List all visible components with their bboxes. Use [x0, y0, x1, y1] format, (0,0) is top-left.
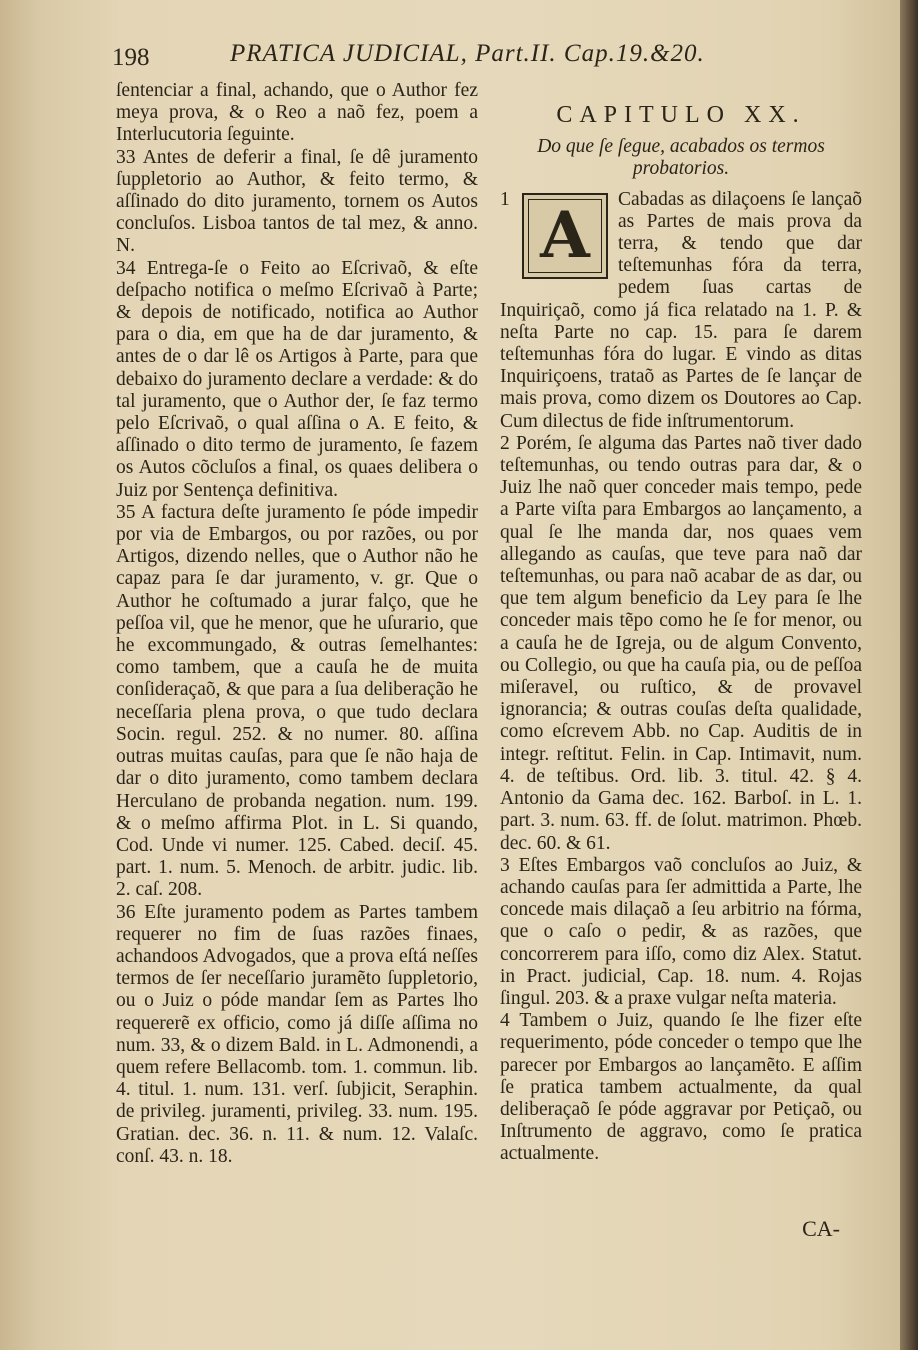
running-title: PRATICA JUDICIAL, Part.II. Cap.19.&20. — [230, 40, 705, 67]
right-paragraph: 2 Porém, ſe alguma das Partes naõ tiver dado teſtemunhas, ou tendo outras para dar, & o Juiz lhe naõ quer conceder mais tempo, pede a Parte viſta para Embargos ao lançamento, a qual ſe lhe manda dar, nos quaes vem allegando as cauſas, que teve para naõ dar teſtemunhas, ou para naõ acabar de as dar, ou que tem algum beneficio da Ley para ſe lhe conceder mais tẽpo como he ſe for menor, ou a cauſa he de Igreja, ou de algum Convento, ou Collegio, ou que ha cauſa pia, ou de peſſoa miſeravel, ou ruſtico, & de provavel ignorancia; & outras couſas deſta qualidade, como eſcrevem Abb. no Cap. Auditis de in integr. reſtitut. Felin. in Cap. Intimavit, num. 4. de teſtibus. Ord. lib. 3. titul. 42. § 4. Antonio da Gama dec. 162. Barboſ. in L. 1. part. 3. num. 63. ff. de ſolut. matrimon. Phœb. dec. 60. & 61. — [500, 432, 862, 854]
chapter-subtitle: Do que ſe ſegue, acabados os termos probatorios. — [537, 136, 825, 180]
chapter-title: CAPITULO XX. — [556, 102, 806, 128]
left-paragraph: 34 Entrega-ſe o Feito ao Eſcrivaõ, & eſte deſpacho notifica o meſmo Eſcrivaõ à Parte; & depois de notificado, notifica ao Author para o dia, em que ha de dar juramento, & antes de o dar lê os Artigos à Parte, para que debaixo do juramento declare a verdade: & do tal juramento, que o Author der, ſe faz termo pelo Eſcrivaõ, o qual aſſina o A. E feito, & aſſinado o dito termo de juramento, ſe fazem os Autos cõcluſos a final, os quaes delibera o Juiz por Sentença definitiva. — [116, 257, 478, 501]
left-paragraph: 36 Eſte juramento podem as Partes tambem requerer no fim de ſuas razões finaes, achandoos Advogados, que a prova eſtá neſſes termos de ſer neceſſario juramẽto ſuppletorio, ou o Juiz o póde mandar ſem as Partes lho requererẽ ex officio, como já diſſe aſſima no num. 33, & o dizem Bald. in L. Admonendi, a quem refere Bellacomb. tom. 1. commun. lib. 4. titul. 1. num. 131. verſ. ſubjicit, Seraphin. de privileg. juramenti, privileg. 33. num. 195. Gratian. dec. 36. n. 11. & num. 12. Valaſc. conſ. 43. n. 18. — [116, 901, 478, 1167]
drop-cap-initial: A — [522, 193, 608, 279]
left-paragraph: ſentenciar a final, achando, que o Author fez meya prova, & o Reo a naõ fez, poem a Interlucutoria ſeguinte. — [116, 80, 478, 146]
page-number: 198 — [112, 44, 150, 71]
right-paragraph: 3 Eſtes Embargos vaõ concluſos ao Juiz, & achando cauſas para ſer admittida a Parte, lhe concede mais dilaçaõ a ſeu arbitrio na fórma, que o caſo o pedir, & as razões, que concorrerem para iſſo, como diz Alex. Statut. in Pract. judicial, Cap. 18. num. 4. Rojas ſingul. 203. & a praxe vulgar neſta materia. — [500, 854, 862, 1009]
page-header — [112, 40, 772, 80]
right-paragraph: Cabadas as dilaçoens ſe lançaõ as Partes de mais prova da terra, & tendo que dar teſtemunhas fóra da terra, pedem ſuas cartas de Inquiriçaõ, como já fica relatado na 1. P. & neſta Parte no cap. 15. para ſe darem teſtemunhas fóra do lugar. E vindo as ditas Inquiriçoens, trataõ as Partes de ſe lançar de mais prova, como dizem os Doutores ao Cap. Cum dilectus de fide inſtrumentorum. — [500, 188, 862, 432]
left-paragraph: 33 Antes de deferir a final, ſe dê juramento ſuppletorio ao Author, & feito termo, & aſſinado do dito juramento, tornem os Autos concluſos. Lisboa tantos de tal mez, & anno. N. — [116, 146, 478, 257]
right-paragraph: 4 Tambem o Juiz, quando ſe lhe fizer eſte requerimento, póde conceder o tempo que lhe parecer por Embargos ao lançamẽto. E aſſim ſe pratica tambem actualmente, da qual deliberaçaõ ſe póde aggravar por Petiçaõ, ou Inſtrumento de aggravo, como ſe pratica actualmente. — [500, 1010, 862, 1165]
catchword: CA- — [802, 1216, 840, 1241]
right-column — [500, 80, 862, 1166]
left-paragraph: 35 A factura deſte juramento ſe póde impedir por via de Embargos, ou por razões, ou por Artigos, dizendo nelles, que o Author não he capaz para ſe dar juramento, v. gr. Que o Author he coſtumado a jurar falço, que he peſſoa vil, que he menor, que he uſurario, que he excommungado, & outras ſemelhantes: como tambem, que a cauſa he de muita conſideraçaõ, & que para a ſua deliberação he neceſſaria plena prova, o que tudo declara Socin. regul. 252. & no numer. 80. aſſina outras muitas cauſas, para que ſe não haja de dar o dito juramento, como tambem declara Herculano de probanda negation. num. 199. & o meſmo affirma Plot. in L. Si quando, Cod. Unde vi numer. 125. Cabed. deciſ. 45. part. 1. num. 5. Menoch. de arbitr. judic. lib. 2. caſ. 208. — [116, 501, 478, 901]
first-paragraph — [500, 189, 862, 433]
book-binding-edge — [900, 0, 918, 1350]
left-column — [116, 80, 478, 1168]
paragraph-number: 1 — [500, 188, 510, 210]
